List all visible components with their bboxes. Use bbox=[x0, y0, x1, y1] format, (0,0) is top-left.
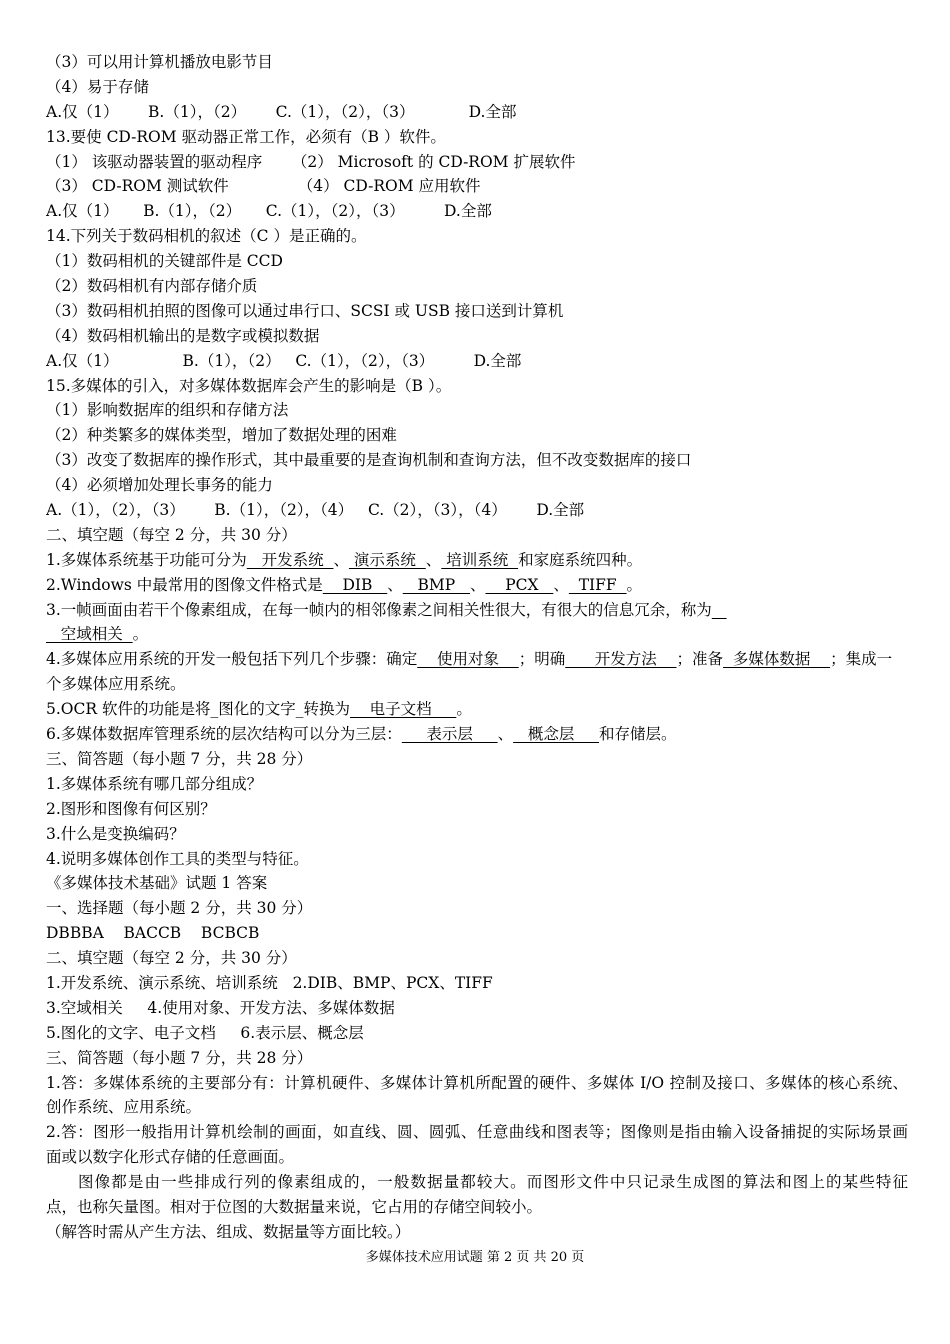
fill-question-3: 3.一帧画面由若干个像素组成，在每一帧内的相邻像素之间相关性很大，有很大的信息冗余，称为 bbox=[46, 598, 908, 623]
section-heading: 二、填空题（每空 2 分，共 30 分） bbox=[46, 525, 297, 544]
fill-blank: 多媒体数据 bbox=[723, 650, 831, 669]
section-heading: 二、填空题（每空 2 分，共 30 分） bbox=[46, 949, 297, 968]
text-line: A.仅（1） B.（1），（2） C.（1），（2），（3） D.全部 bbox=[46, 202, 492, 221]
text-line: （3）可以用计算机播放电影节目 bbox=[46, 53, 273, 71]
answer-1-line: 1.答：多媒体系统的主要部分有：计算机硬件、多媒体计算机所配置的硬件、多媒体 I/O 控制及接口、多媒体的核心系统、 bbox=[46, 1073, 908, 1092]
answer-2-line: 2.答：图形一般指用计算机绘制的画面，如直线、圆、圆弧、任意曲线和图表等；图像则是指由输入设备捕捉的实际场景画 bbox=[46, 1123, 908, 1142]
fill-blank: DIB bbox=[322, 575, 388, 594]
page-footer: 多媒体技术应用试题 第 2 页 共 20 页 bbox=[365, 1250, 585, 1265]
choice-answers: DBBBA BACCB BCBCB bbox=[46, 924, 260, 943]
fill-question-3-cont: 空域相关 。 bbox=[46, 625, 149, 644]
text-line: （1）影响数据库的组织和存储方法 bbox=[46, 401, 289, 420]
text-line: 3.空域相关 4.使用对象、开发方法、多媒体数据 bbox=[46, 998, 395, 1017]
text-line: 13.要使 CD-ROM 驱动器正常工作，必须有（B ）软件。 bbox=[46, 127, 446, 146]
text-line: （3） CD-ROM 测试软件 （4） CD-ROM 应用软件 bbox=[46, 177, 481, 196]
answer-1-line: 创作系统、应用系统。 bbox=[46, 1098, 202, 1117]
section-heading: 一、选择题（每小题 2 分，共 30 分） bbox=[46, 899, 313, 918]
text-line: 5.图化的文字、电子文档 6.表示层、概念层 bbox=[46, 1023, 364, 1042]
fill-blank: 培训系统 bbox=[441, 550, 519, 569]
answer-2-note: （解答时需从产生方法、组成、数据量等方面比较。） bbox=[46, 1222, 411, 1241]
answer-2-line: 点，也称矢量图。相对于位图的大数据量来说，它占用的存储空间较小。 bbox=[46, 1197, 543, 1216]
text-line: （1） 该驱动器装置的驱动程序 （2） Microsoft 的 CD-ROM 扩展软件 bbox=[46, 152, 576, 171]
fill-blank: TIFF bbox=[568, 575, 627, 594]
text-line: （4）必须增加处理长事务的能力 bbox=[46, 476, 273, 495]
document-page bbox=[46, 50, 908, 1245]
fill-blank: 开发方法 bbox=[565, 650, 677, 669]
section-heading: 三、简答题（每小题 7 分，共 28 分） bbox=[46, 749, 313, 768]
answer-title: 《多媒体技术基础》试题 1 答案 bbox=[46, 874, 268, 893]
section-heading: 三、简答题（每小题 7 分，共 28 分） bbox=[46, 1048, 313, 1067]
text-line: 1.多媒体系统有哪几部分组成？ bbox=[46, 774, 263, 793]
text-line: （1）数码相机的关键部件是 CCD bbox=[46, 252, 283, 271]
fill-blank bbox=[712, 601, 727, 619]
fill-blank: BMP bbox=[402, 575, 471, 594]
text-line: 14.下列关于数码相机的叙述（C ）是正确的。 bbox=[46, 227, 367, 246]
text-line: （3）改变了数据库的操作形式，其中最重要的是查询机制和查询方法，但不改变数据库的接口 bbox=[46, 451, 692, 470]
answer-2-line: 面或以数字化形式存储的任意画面。 bbox=[46, 1148, 295, 1167]
text-line: （4）数码相机输出的是数字或模拟数据 bbox=[46, 326, 320, 345]
text-line: （2）数码相机有内部存储介质 bbox=[46, 277, 258, 296]
text-line: 1.开发系统、演示系统、培训系统 2.DIB、BMP、PCX、TIFF bbox=[46, 973, 493, 992]
fill-question-4-cont: 个多媒体应用系统。 bbox=[46, 675, 186, 694]
fill-question-4: 4.多媒体应用系统的开发一般包括下列几个步骤：确定 使用对象 ；明确 开发方法 ；准备 多媒体数据 ；集成一 bbox=[46, 650, 893, 669]
text-line: 3.什么是变换编码？ bbox=[46, 824, 185, 843]
text-line: （4）易于存储 bbox=[46, 77, 149, 96]
text-line: 4.说明多媒体创作工具的类型与特征。 bbox=[46, 849, 309, 868]
text-line: A.仅（1） B.（1），（2） C.（1），（2），（3） D.全部 bbox=[46, 102, 517, 121]
fill-blank: 表示层 bbox=[401, 725, 498, 744]
fill-question-1: 1.多媒体系统基于功能可分为 开发系统 、 演示系统 、 培训系统 和家庭系统四种。 bbox=[46, 550, 643, 569]
text-line: （2）种类繁多的媒体类型，增加了数据处理的困难 bbox=[46, 426, 397, 445]
fill-blank: 演示系统 bbox=[348, 550, 426, 569]
text-line: A.（1），（2），（3） B.（1），（2），（4） C.（2），（3），（4） D.全部 bbox=[46, 501, 585, 520]
fill-blank: 空域相关 bbox=[46, 625, 133, 644]
fill-question-6: 6.多媒体数据库管理系统的层次结构可以分为三层： 表示层 、 概念层 和存储层。 bbox=[46, 725, 677, 744]
text-line: 2.图形和图像有何区别？ bbox=[46, 799, 216, 818]
fill-question-5: 5.OCR 软件的功能是将_图化的文字_转换为 电子文档 。 bbox=[46, 700, 472, 719]
fill-blank: 使用对象 bbox=[417, 650, 519, 669]
fill-question-2: 2.Windows 中最常用的图像文件格式是 DIB 、 BMP 、 PCX 、 TIFF 。 bbox=[46, 575, 643, 594]
fill-blank: 电子文档 bbox=[349, 700, 457, 719]
fill-blank: 开发系统 bbox=[246, 550, 334, 569]
text-line: （3）数码相机拍照的图像可以通过串行口、SCSI 或 USB 接口送到计算机 bbox=[46, 301, 564, 320]
fill-blank: PCX bbox=[485, 575, 554, 594]
answer-2-line: 图像都是由一些排成行列的像素组成的，一般数据量都较大。而图形文件中只记录生成图的算法和图上的某些特征 bbox=[78, 1173, 908, 1192]
text-line: 15.多媒体的引入，对多媒体数据库会产生的影响是（B ）。 bbox=[46, 376, 452, 395]
text-line: A.仅（1） B.（1），（2） C.（1），（2），（3） D.全部 bbox=[46, 351, 522, 370]
fill-blank: 概念层 bbox=[513, 725, 600, 744]
